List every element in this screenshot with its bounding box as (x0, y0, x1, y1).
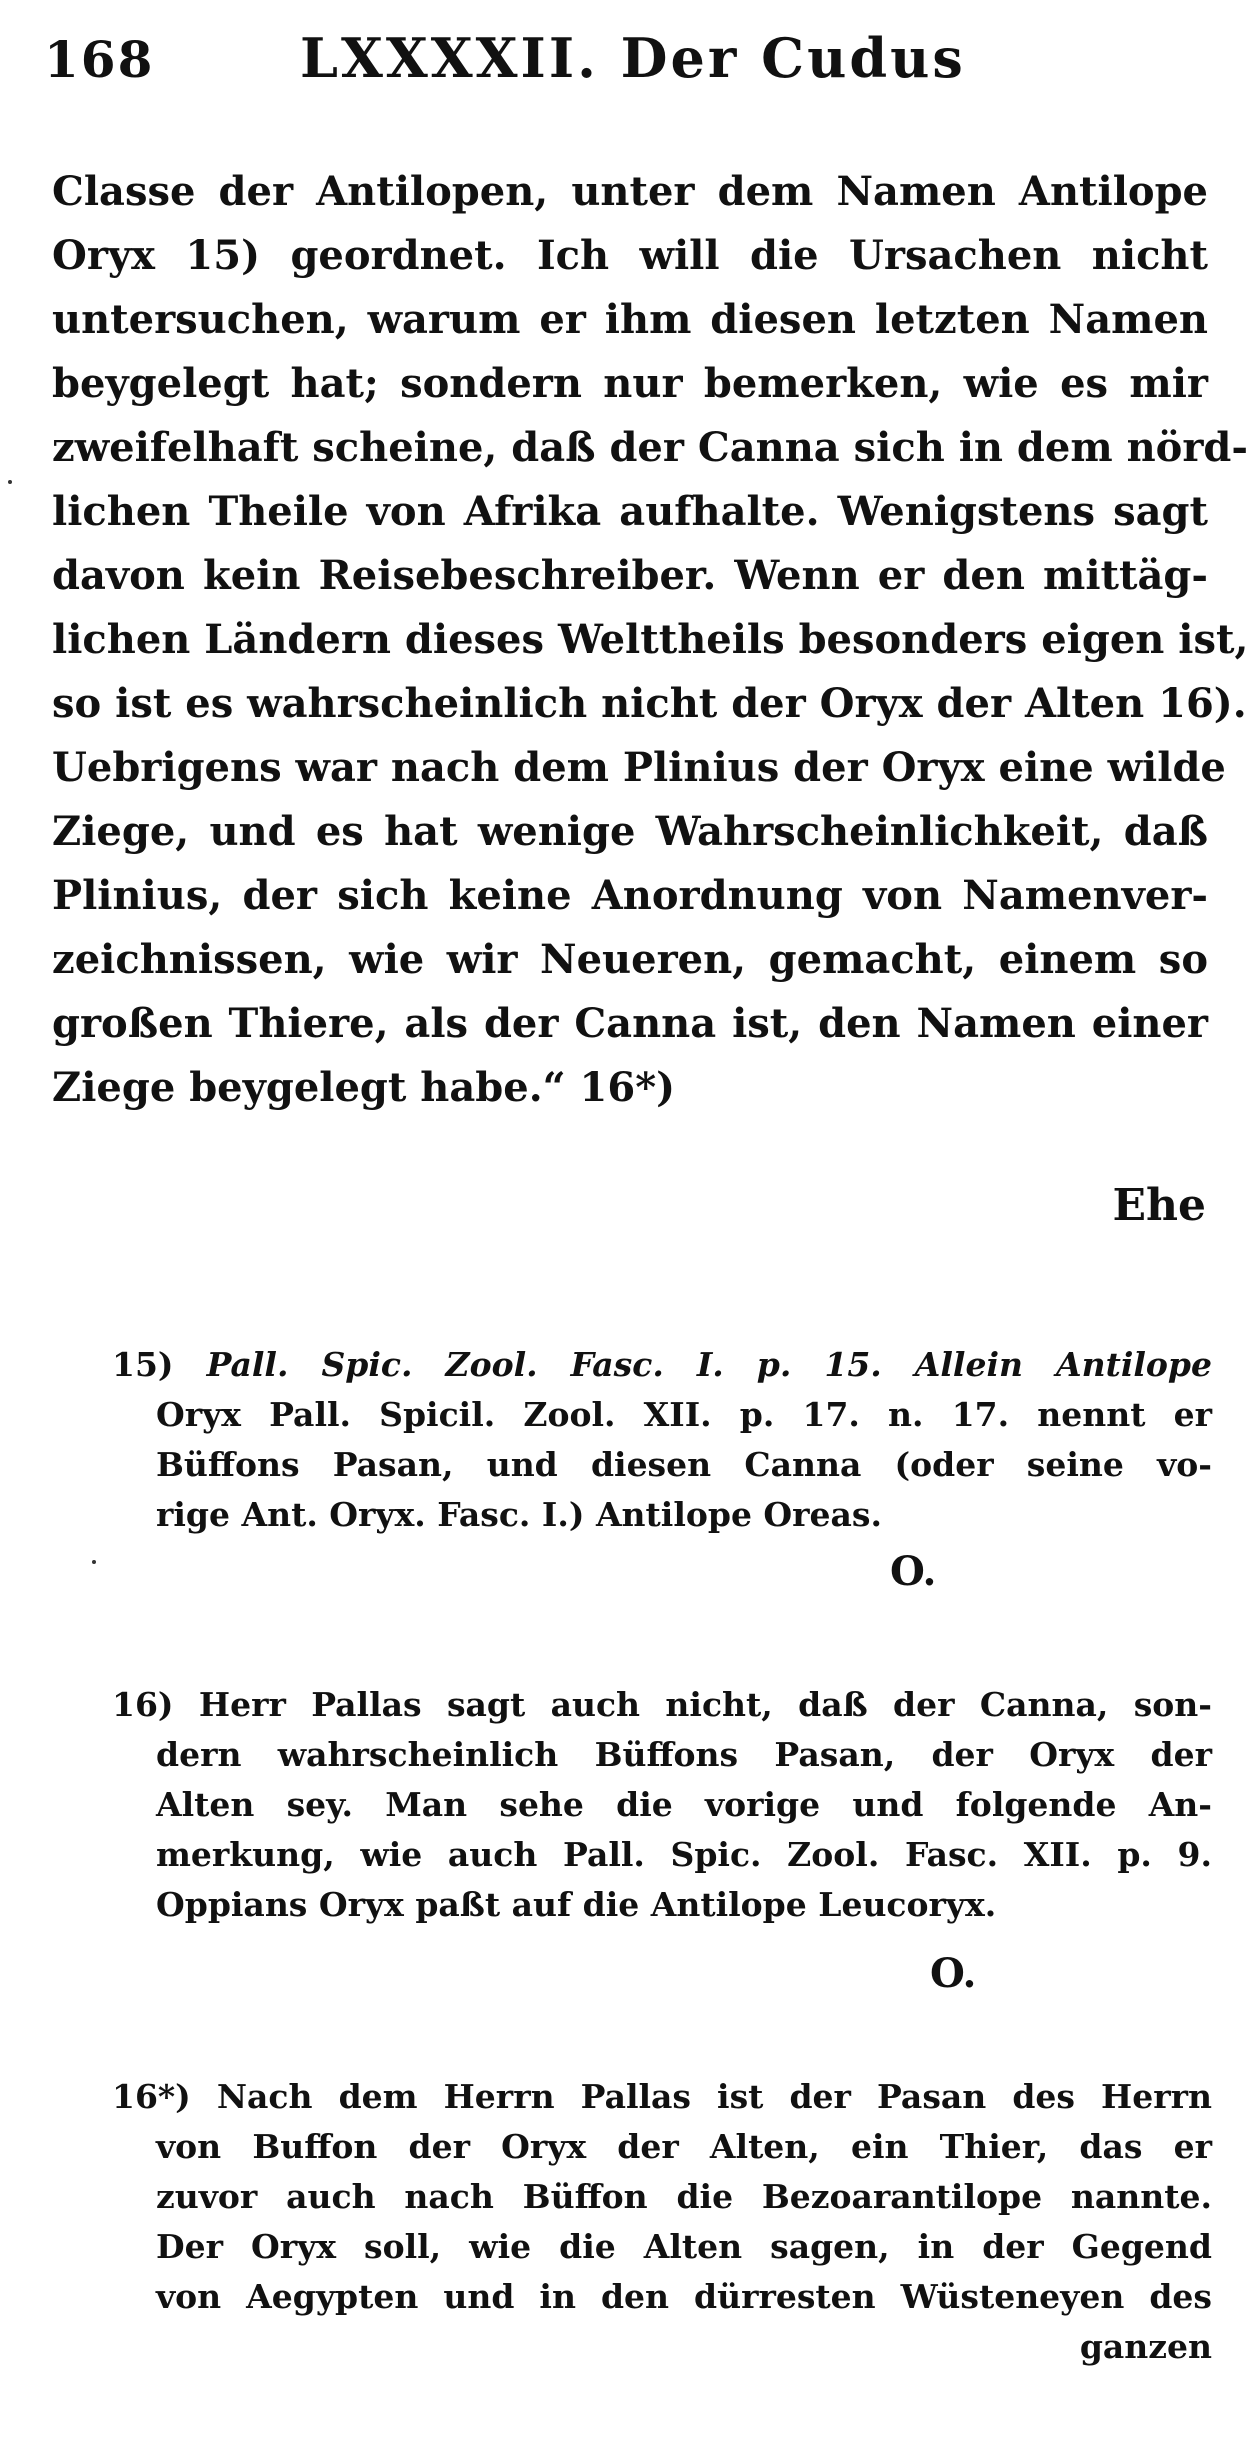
body-line: großen Thiere, als der Canna ist, den Namen einer (52, 1000, 1208, 1047)
footnote-marker: 15) (112, 1345, 174, 1384)
body-line: Ziege beygelegt habe.“ 16*) (52, 1064, 676, 1111)
footnote-marker: 16) (112, 1685, 174, 1724)
footnote-line: dern wahrscheinlich Büffons Pasan, der Oryx der (156, 1735, 1212, 1774)
footnote-line: zuvor auch nach Büffon die Bezoarantilope nannte. (156, 2177, 1212, 2216)
footnote-line: von Buffon der Oryx der Alten, ein Thier, das er (156, 2127, 1212, 2166)
body-text (52, 160, 1249, 1120)
footnote-signature: O. (890, 1548, 937, 1595)
body-line: Classe der Antilopen, unter dem Namen Antilope (52, 168, 1208, 215)
body-line: Ziege, und es hat wenige Wahrscheinlichkeit, daß (52, 808, 1208, 855)
footnote-line: Oryx Pall. Spicil. Zool. XII. p. 17. n. 17. nennt er (156, 1395, 1212, 1434)
print-speck (8, 480, 12, 484)
body-line: davon kein Reisebeschreiber. Wenn er den mittäg- (52, 552, 1208, 599)
body-line: zeichnissen, wie wir Neueren, gemacht, einem so (52, 936, 1208, 983)
footnote-marker: 16*) (112, 2077, 191, 2116)
footnote-line-text: Herr Pallas sagt auch nicht, daß der Canna, son- (198, 1685, 1212, 1724)
running-head: LXXXXII. Der Cudus (300, 26, 966, 90)
body-line: lichen Theile von Afrika aufhalte. Wenigstens sagt (52, 488, 1208, 535)
footnote-16 (112, 1680, 1212, 1930)
catchword: Ehe (1112, 1180, 1206, 1231)
footnote-line (112, 1340, 1212, 1390)
footnote-line: Büffons Pasan, und diesen Canna (oder seine vo- (156, 1445, 1212, 1484)
footnote-15 (112, 1340, 1212, 1540)
footnote-16-star (112, 2072, 1212, 2372)
print-speck (92, 1560, 96, 1564)
body-line: zweifelhaft scheine, daß der Canna sich in dem nörd- (52, 424, 1248, 471)
footnote-line: Der Oryx soll, wie die Alten sagen, in der Gegend (156, 2227, 1212, 2266)
body-line: beygelegt hat; sondern nur bemerken, wie es mir (52, 360, 1208, 407)
footnote-line (112, 2072, 1212, 2122)
footnote-catchword: ganzen (1079, 2327, 1212, 2366)
body-line: so ist es wahrscheinlich nicht der Oryx der Alten 16). (52, 680, 1247, 727)
body-line: Plinius, der sich keine Anordnung von Namenver- (52, 872, 1208, 919)
footnote-signature: O. (930, 1950, 977, 1997)
body-line: untersuchen, warum er ihm diesen letzten Namen (52, 296, 1208, 343)
footnote-line: Oppians Oryx paßt auf die Antilope Leucoryx. (156, 1885, 997, 1924)
footnote-line: rige Ant. Oryx. Fasc. I.) Antilope Oreas. (156, 1495, 882, 1534)
footnote-line: von Aegypten und in den dürresten Wüsteneyen des (156, 2277, 1212, 2316)
footnote-line (112, 1680, 1212, 1730)
footnote-line: merkung, wie auch Pall. Spic. Zool. Fasc. XII. p. 9. (156, 1835, 1212, 1874)
page-number: 168 (44, 30, 155, 89)
body-line: Uebrigens war nach dem Plinius der Oryx eine wilde (52, 744, 1226, 791)
body-line: Oryx 15) geordnet. Ich will die Ursachen nicht (52, 232, 1208, 279)
footnote-line: Alten sey. Man sehe die vorige und folgende An- (156, 1785, 1212, 1824)
body-line: lichen Ländern dieses Welttheils besonders eigen ist, (52, 616, 1249, 663)
footnote-line-text: Pall. Spic. Zool. Fasc. I. p. 15. Allein Antilope (206, 1345, 1213, 1384)
footnote-line-text: Nach dem Herrn Pallas ist der Pasan des Herrn (216, 2077, 1212, 2116)
